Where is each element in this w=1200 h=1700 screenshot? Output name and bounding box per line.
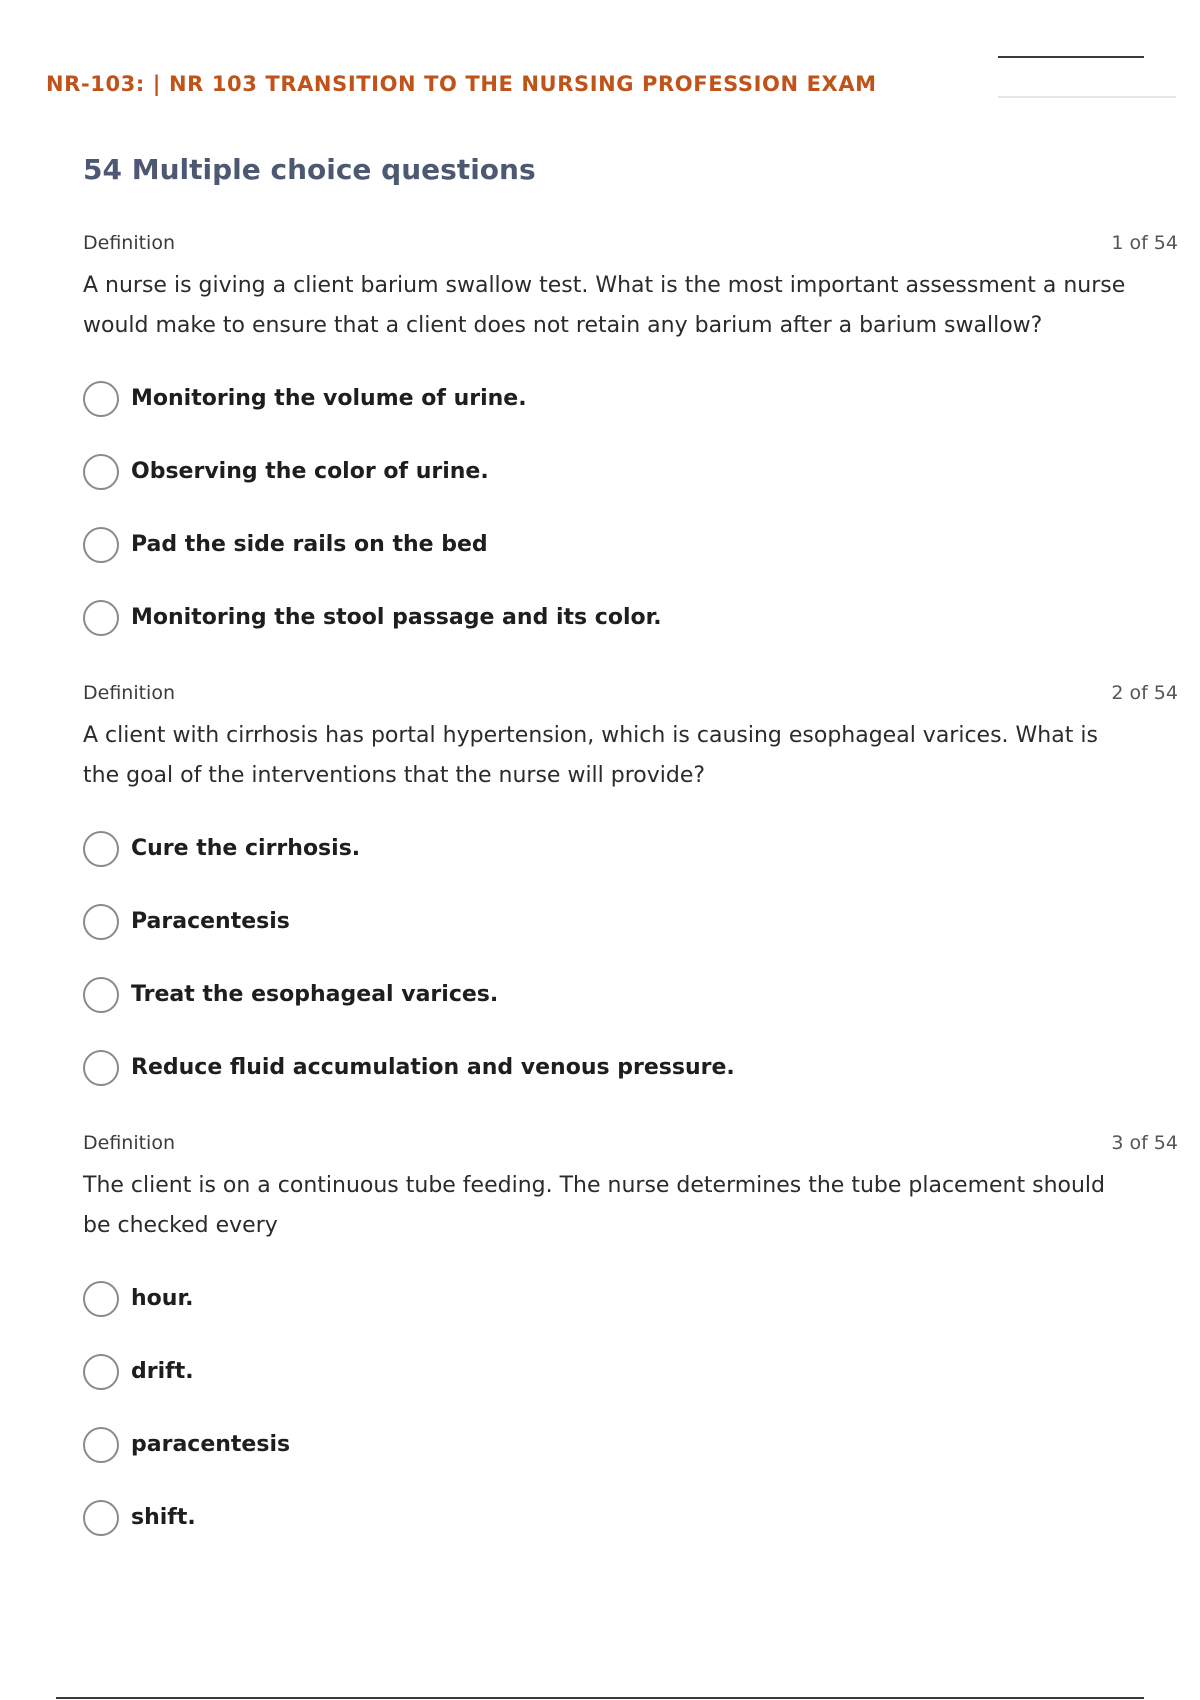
- question-meta: [83, 230, 1178, 256]
- question-meta: [83, 1130, 1178, 1156]
- question-type-label: Definition: [83, 232, 176, 254]
- answer-options: [83, 362, 1178, 654]
- answer-option[interactable]: [83, 362, 1178, 435]
- question-meta: [83, 680, 1178, 706]
- answer-option[interactable]: [83, 1031, 1178, 1104]
- answer-option-label: hour.: [131, 1286, 194, 1311]
- answer-option[interactable]: [83, 508, 1178, 581]
- top-divider-faint: [998, 96, 1176, 98]
- quiz-content: [83, 148, 1178, 1554]
- radio-button[interactable]: [83, 1050, 119, 1086]
- section-title: 54 Multiple choice questions: [83, 153, 536, 186]
- radio-button[interactable]: [83, 381, 119, 417]
- question-counter: 1 of 54: [1111, 232, 1178, 254]
- question-card: [83, 230, 1178, 654]
- answer-option[interactable]: [83, 435, 1178, 508]
- question-text: A client with cirrhosis has portal hypertension, which is causing esophageal varices. What is the goal of the interventions that the nurse will provide?: [83, 723, 1098, 788]
- radio-button[interactable]: [83, 904, 119, 940]
- radio-button[interactable]: [83, 977, 119, 1013]
- answer-option[interactable]: [83, 1408, 1178, 1481]
- answer-option[interactable]: [83, 1262, 1178, 1335]
- answer-option-label: Observing the color of urine.: [131, 459, 489, 484]
- question-card: [83, 680, 1178, 1104]
- document-title: NR-103: | NR 103 TRANSITION TO THE NURSING PROFESSION EXAM: [46, 72, 877, 96]
- answer-option-label: Reduce fluid accumulation and venous pressure.: [131, 1055, 735, 1080]
- question-spacer: [83, 1104, 1178, 1130]
- answer-option-label: drift.: [131, 1359, 194, 1384]
- radio-button[interactable]: [83, 831, 119, 867]
- answer-option-label: Monitoring the volume of urine.: [131, 386, 527, 411]
- question-spacer: [83, 654, 1178, 680]
- answer-option-label: Monitoring the stool passage and its color.: [131, 605, 662, 630]
- radio-button[interactable]: [83, 454, 119, 490]
- bottom-divider: [56, 1697, 1144, 1699]
- radio-button[interactable]: [83, 1281, 119, 1317]
- answer-option[interactable]: [83, 1335, 1178, 1408]
- answer-option-label: Treat the esophageal varices.: [131, 982, 499, 1007]
- question-card: [83, 1130, 1178, 1554]
- answer-option[interactable]: [83, 812, 1178, 885]
- answer-option[interactable]: [83, 1481, 1178, 1554]
- radio-button[interactable]: [83, 1427, 119, 1463]
- question-text: A nurse is giving a client barium swallow test. What is the most important assessment a nurse would make to ensure that a client does not retain any barium after a barium swallow?: [83, 273, 1126, 338]
- radio-button[interactable]: [83, 1500, 119, 1536]
- radio-button[interactable]: [83, 600, 119, 636]
- answer-option[interactable]: [83, 958, 1178, 1031]
- radio-button[interactable]: [83, 1354, 119, 1390]
- answer-options: [83, 812, 1178, 1104]
- answer-option-label: Pad the side rails on the bed: [131, 532, 488, 557]
- answer-options: [83, 1262, 1178, 1554]
- answer-option[interactable]: [83, 885, 1178, 958]
- answer-option-label: shift.: [131, 1505, 196, 1530]
- answer-option-label: Cure the cirrhosis.: [131, 836, 361, 861]
- question-counter: 3 of 54: [1111, 1132, 1178, 1154]
- question-counter: 2 of 54: [1111, 682, 1178, 704]
- question-type-label: Definition: [83, 1132, 176, 1154]
- answer-option-label: Paracentesis: [131, 909, 290, 934]
- top-divider: [998, 56, 1144, 58]
- answer-option-label: paracentesis: [131, 1432, 291, 1457]
- question-type-label: Definition: [83, 682, 176, 704]
- radio-button[interactable]: [83, 527, 119, 563]
- question-text: The client is on a continuous tube feeding. The nurse determines the tube placement should be checked every: [83, 1173, 1105, 1238]
- answer-option[interactable]: [83, 581, 1178, 654]
